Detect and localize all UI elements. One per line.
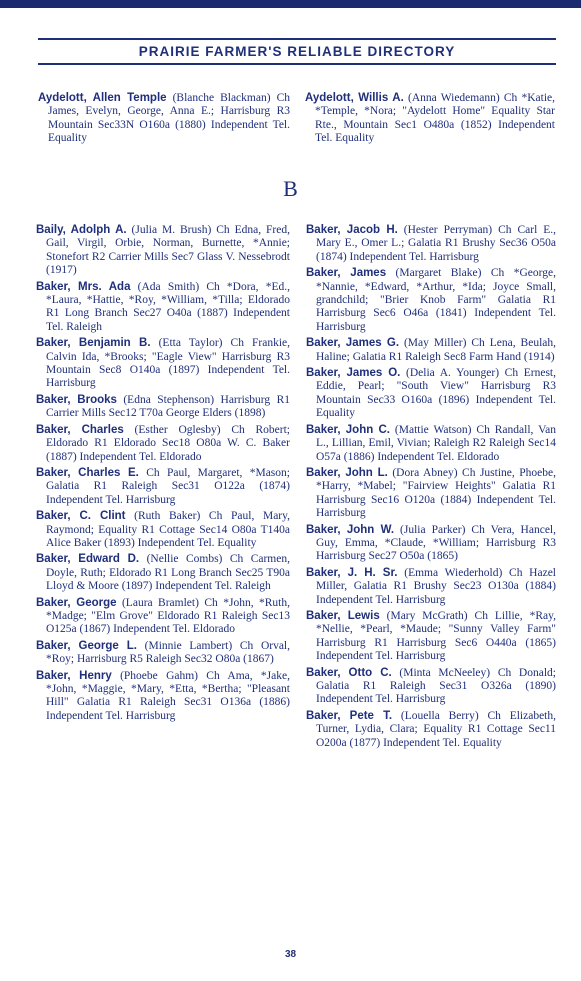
entry-text: (Julia Parker) Ch Vera, Hancel, Guy, Emma, *Claude, *William; Harrisburg R3 Harrisburg Sec27 O50a (1865) xyxy=(316,523,556,563)
entry-text: (Margaret Blake) Ch *George, *Nannie, *Edward, *Arthur, *Ida; Joyce Small, grandchild; "Brier Knob Farm" Galatia R1 Harrisburg Sec6 O46a (1841) Independent Tel. Harrisburg xyxy=(316,267,556,333)
entry-text: (Delia A. Younger) Ch Ernest, Eddie, Pearl; "South View" Harrisburg R3 Mountain Sec33 O160a (1896) Independent Tel. Equality xyxy=(316,367,556,420)
entry-text: (Anna Wiedemann) Ch *Katie, *Temple, *Nora; "Aydelott Home" Equality Star Rte., Mountain Sec1 O480a (1852) Independent Tel. Equality xyxy=(315,92,555,145)
directory-entry xyxy=(36,670,290,724)
entry-text: (Blanche Blackman) Ch James, Evelyn, George, Anna E.; Harrisburg R3 Mountain Sec33N O160a (1880) Independent Tel. Equality xyxy=(48,92,290,145)
directory-entry xyxy=(305,92,555,146)
directory-entry xyxy=(306,467,556,521)
entry-text: (Mattie Watson) Ch Randall, Van L., Lillian, Emil, Vivian; Raleigh R2 Raleigh Sec14 O57a (1886) Independent Tel. Eldorado xyxy=(316,423,557,463)
directory-entry xyxy=(306,524,556,564)
entry-name: Baker, John W. xyxy=(306,523,395,536)
directory-entry xyxy=(306,367,556,421)
entry-name: Baker, Benjamin B. xyxy=(36,337,151,350)
directory-entry xyxy=(36,337,290,391)
entry-text: (Edna Stephenson) Harrisburg R1 Carrier Mills Sec12 T70a George Elders (1898) xyxy=(46,393,290,420)
section-letter: B xyxy=(283,176,298,201)
directory-entry xyxy=(36,510,290,550)
entry-name: Baker, Brooks xyxy=(36,393,117,406)
entry-name: Baker, James xyxy=(306,267,387,280)
entry-name: Baker, Pete T. xyxy=(306,709,393,722)
entry-text: (May Miller) Ch Lena, Beulah, Haline; Galatia R1 Raleigh Sec8 Farm Hand (1914) xyxy=(316,337,556,363)
entry-text: (Laura Bramlet) Ch *John, *Ruth, *Madge; "Elm Grove" Eldorado R1 Raleigh Sec13 O125a (1867) Independent Tel. Eldorado xyxy=(46,596,290,636)
directory-entry xyxy=(306,267,556,334)
entry-name: Baker, Otto C. xyxy=(306,666,392,679)
top-border xyxy=(0,0,581,8)
page-title: PRAIRIE FARMER'S RELIABLE DIRECTORY xyxy=(138,44,456,59)
entry-name: Baker, C. Clint xyxy=(36,510,126,523)
entry-name: Baker, Jacob H. xyxy=(306,224,398,236)
entry-name: Baker, Mrs. Ada xyxy=(36,280,131,293)
directory-entry xyxy=(36,467,290,507)
entry-text: (Louella Berry) Ch Elizabeth, Turner, Lydia, Clara; Equality R1 Cottage Sec11 O200a (1877) Independent Tel. Equality xyxy=(316,709,557,749)
left-column xyxy=(36,224,290,726)
entry-text: (Etta Taylor) Ch Frankie, Calvin Ida, *Brooks; "Eagle View" Harrisburg R3 Mountain Sec8 O140a (1897) Independent Tel. Harrisburg xyxy=(46,337,291,390)
entry-text: (Phoebe Gahm) Ch Ama, *Jake, *John, *Maggie, *Mary, *Etta, *Bertha; "Pleasant Hill" Galatia R1 Raleigh Sec31 O136a (1886) Independent Tel. Harrisburg xyxy=(46,669,290,722)
entry-name: Baker, Charles xyxy=(36,423,124,436)
page-number: 38 xyxy=(284,949,297,960)
entry-name: Aydelott, Allen Temple xyxy=(38,92,167,104)
directory-entry xyxy=(306,610,556,664)
top-left-column xyxy=(38,92,290,149)
directory-entry xyxy=(36,597,290,637)
entry-name: Baker, George L. xyxy=(36,639,137,652)
entry-name: Baker, John C. xyxy=(306,423,390,436)
entry-text: (Dora Abney) Ch Justine, Phoebe, *Harry, *Mabel; "Fairview Heights" Galatia R1 Harrisburg Sec16 O120a (1884) Independent Tel. Harrisburg xyxy=(316,466,556,520)
entry-name: Baker, Edward D. xyxy=(36,553,140,566)
directory-entry xyxy=(306,424,556,464)
entry-text: (Ada Smith) Ch *Dora, *Ed., *Laura, *Hattie, *Roy, *William, *Tilla; Eldorado R1 Long Branch Sec27 O40a (1887) Independent Tel. Raleigh xyxy=(46,280,290,333)
right-column xyxy=(306,224,556,753)
directory-entry xyxy=(306,710,556,750)
entry-text: (Mary McGrath) Ch Lillie, *Ray, *Nellie, *Pearl, *Maude; "Sunny Valley Farm" Harrisburg R1 Harrisburg Sec6 O440a (1865) Independent Tel. Harrisburg xyxy=(316,609,556,663)
directory-entry xyxy=(306,224,556,264)
top-right-column xyxy=(305,92,555,149)
header-rule-top xyxy=(38,38,556,40)
entry-name: Baker, George xyxy=(36,596,117,609)
entry-text: (Minnie Lambert) Ch Orval, *Roy; Harrisburg R5 Raleigh Sec32 O80a (1867) xyxy=(46,639,290,666)
directory-entry xyxy=(306,337,556,364)
entry-name: Aydelott, Willis A. xyxy=(305,92,404,104)
entry-text: (Emma Wiederhold) Ch Hazel Miller, Galatia R1 Brushy Sec23 O130a (1884) Independent Tel. Harrisburg xyxy=(316,566,556,606)
entry-text: (Hester Perryman) Ch Carl E., Mary E., Omer L.; Galatia R1 Brushy Sec36 O50a (1874) Independent Tel. Harrisburg xyxy=(316,224,556,263)
header-rule-bottom xyxy=(38,63,556,65)
directory-entry xyxy=(306,667,556,707)
directory-entry xyxy=(36,394,290,421)
directory-entry xyxy=(36,553,290,593)
directory-entry xyxy=(36,640,290,667)
entry-name: Baker, Henry xyxy=(36,669,112,682)
directory-entry xyxy=(36,281,290,335)
entry-name: Baker, J. H. Sr. xyxy=(306,566,398,579)
entry-text: (Julia M. Brush) Ch Edna, Fred, Gail, Virgil, Orbie, Norman, Burnette, *Annie; Stonefort R2 Carrier Mills Sec7 Glass V. Nessebrodt (1917) xyxy=(46,224,290,277)
directory-entry xyxy=(36,424,290,464)
entry-text: Ch Paul, Margaret, *Mason; Galatia R1 Raleigh Sec31 O122a (1874) Independent Tel. Harrisburg xyxy=(46,466,290,506)
entry-name: Baker, John L. xyxy=(306,466,388,479)
entry-name: Baker, Lewis xyxy=(306,609,380,622)
directory-entry xyxy=(38,92,290,146)
entry-name: Baker, James O. xyxy=(306,367,401,380)
entry-name: Baily, Adolph A. xyxy=(36,224,127,236)
entry-name: Baker, Charles E. xyxy=(36,466,139,479)
entry-text: (Esther Oglesby) Ch Robert; Eldorado R1 Eldorado Sec18 O80a W. C. Baker (1887) Independent Tel. Eldorado xyxy=(46,423,290,463)
directory-entry xyxy=(36,224,290,278)
entry-text: (Nellie Combs) Ch Carmen, Doyle, Ruth; Eldorado R1 Long Branch Sec25 T90a Lloyd & Moore (1897) Independent Tel. Raleigh xyxy=(46,553,290,593)
directory-entry xyxy=(306,567,556,607)
entry-name: Baker, James G. xyxy=(306,337,400,350)
entry-text: (Ruth Baker) Ch Paul, Mary, Raymond; Equality R1 Cottage Sec14 O80a T140a Alice Baker (1893) Independent Tel. Equality xyxy=(46,510,291,549)
entry-text: (Minta McNeeley) Ch Donald; Galatia R1 Raleigh Sec31 O326a (1890) Independent Tel. Harrisburg xyxy=(316,666,556,706)
